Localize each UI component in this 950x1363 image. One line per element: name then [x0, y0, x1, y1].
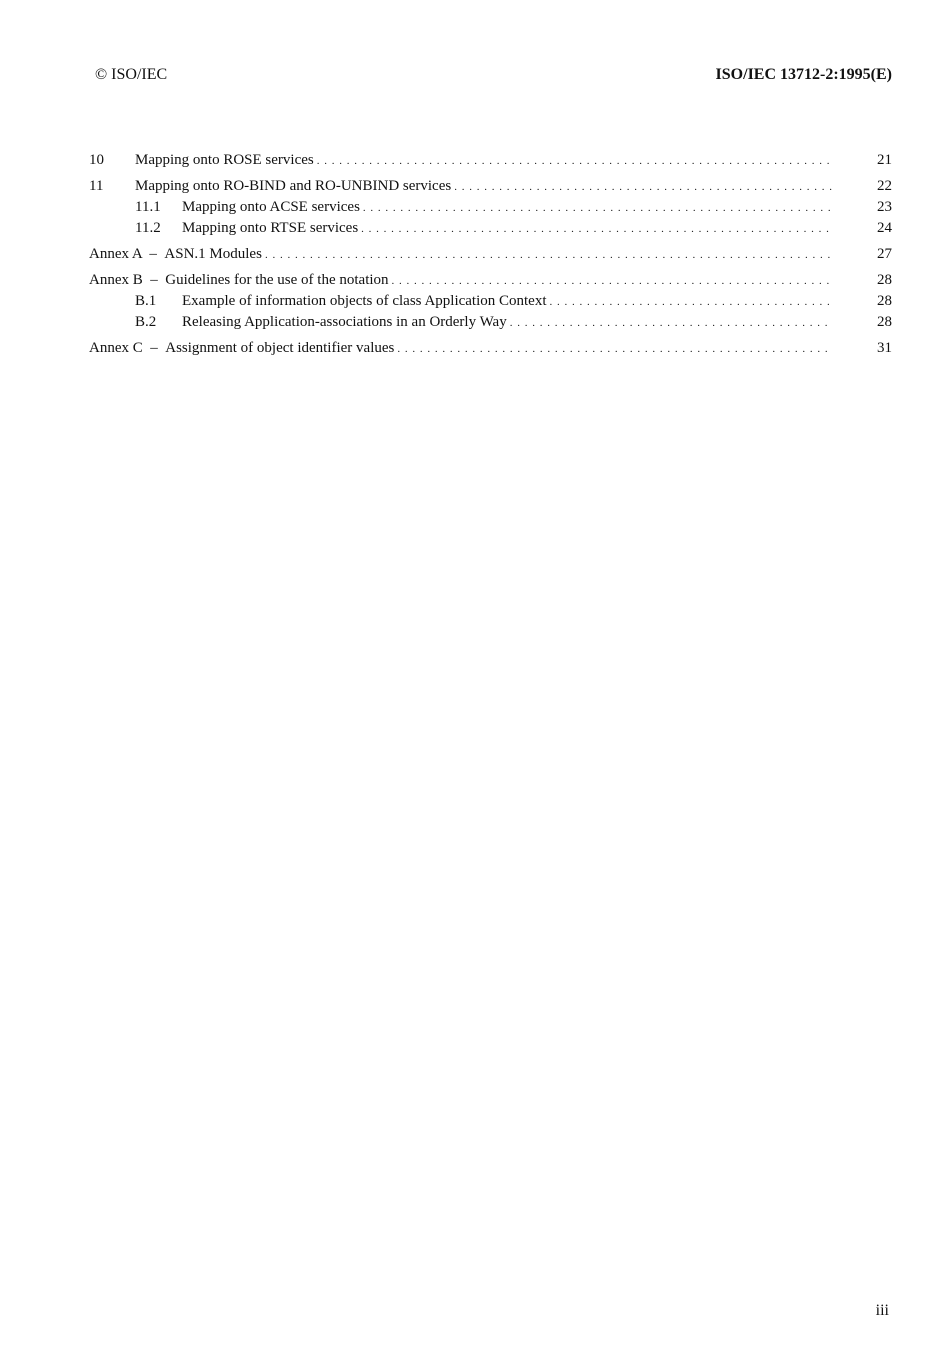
toc-entry-number: 11.2 [135, 220, 161, 236]
toc-entry-page: 24 [877, 220, 892, 236]
toc-entry-11[interactable] [89, 178, 892, 199]
toc-dot-leader [392, 275, 833, 287]
toc-entry-number: 11.1 [135, 199, 161, 215]
toc-dot-leader [361, 223, 833, 235]
toc-dot-leader [265, 249, 833, 261]
toc-entry-b-2[interactable] [89, 314, 892, 335]
toc-entry-number: B.2 [135, 314, 157, 330]
toc-entry-number: 10 [89, 152, 104, 168]
toc-dot-leader [363, 202, 833, 214]
toc-entry-b-1[interactable] [89, 293, 892, 314]
toc-entry-10[interactable] [89, 152, 892, 173]
toc-entry-page: 28 [877, 314, 892, 330]
toc-entry-11-1[interactable] [89, 199, 892, 220]
toc-dot-leader [317, 155, 833, 167]
toc-entry-title: Assignment of object identifier values [165, 340, 395, 356]
toc-entry-annex-a[interactable] [89, 246, 892, 267]
toc-entry-title: Releasing Application-associations in an Orderly Way [182, 314, 507, 330]
toc-dot-leader [510, 317, 833, 329]
toc-entry-number: Annex C – [89, 340, 166, 356]
toc-entry-page: 31 [877, 340, 892, 356]
toc-entry-title: Mapping onto RO-BIND and RO-UNBIND services [135, 178, 452, 194]
toc-entry-title: Mapping onto RTSE services [182, 220, 359, 236]
header-copyright: © ISO/IEC [95, 66, 168, 83]
toc-entry-title: Guidelines for the use of the notation [165, 272, 389, 288]
toc-entry-page: 28 [877, 272, 892, 288]
toc-entry-number: Annex B – [89, 272, 166, 288]
toc-entry-title: ASN.1 Modules [164, 246, 262, 262]
toc-entry-number: 11 [89, 178, 104, 194]
toc-entry-page: 22 [877, 178, 892, 194]
toc-entry-number: B.1 [135, 293, 157, 309]
toc-entry-page: 23 [877, 199, 892, 215]
toc-dot-leader [397, 343, 833, 355]
toc-entry-title: Example of information objects of class Application Context [182, 293, 547, 309]
toc-entry-number: Annex A – [89, 246, 165, 262]
toc-entry-11-2[interactable] [89, 220, 892, 241]
toc-entry-annex-c[interactable] [89, 340, 892, 361]
toc-entry-annex-b[interactable] [89, 272, 892, 293]
toc-entry-page: 28 [877, 293, 892, 309]
toc-dot-leader [454, 181, 833, 193]
toc-dot-leader [550, 296, 833, 308]
table-of-contents [89, 152, 892, 361]
page-number: iii [875, 1302, 889, 1319]
toc-entry-page: 21 [877, 152, 892, 168]
toc-entry-page: 27 [877, 246, 892, 262]
header-document-id: ISO/IEC 13712-2:1995(E) [715, 66, 892, 83]
toc-entry-title: Mapping onto ACSE services [182, 199, 360, 215]
toc-entry-title: Mapping onto ROSE services [135, 152, 314, 168]
